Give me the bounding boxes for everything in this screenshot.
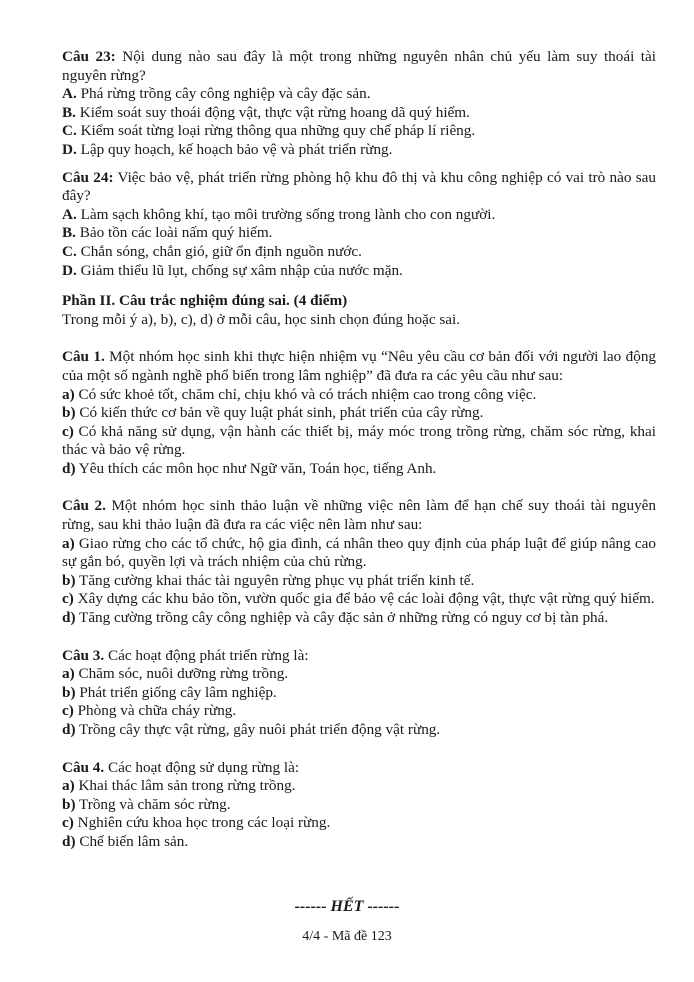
question-text: Các hoạt động phát triển rừng là: <box>104 646 309 664</box>
statement-text: Chăm sóc, nuôi dưỡng rừng trồng. <box>74 665 289 683</box>
statement-letter: a) <box>62 385 75 403</box>
section-title: Phần II. Câu trắc nghiệm đúng sai. (4 điểm) <box>62 292 348 310</box>
section-2-header <box>62 292 656 329</box>
option-c <box>62 243 656 262</box>
statement-letter: b) <box>62 683 76 701</box>
option-d <box>62 141 656 160</box>
option-b <box>62 224 656 243</box>
tf-question-1 <box>62 348 656 478</box>
statement-b <box>62 404 656 423</box>
question-stem <box>62 647 656 666</box>
question-text: Nội dung nào sau đây là một trong những nguyên nhân chủ yếu làm suy thoái tài nguyên rừng? <box>62 48 656 84</box>
option-letter: A. <box>62 85 77 103</box>
option-letter: C. <box>62 242 77 260</box>
statement-letter: d) <box>62 459 76 477</box>
option-letter: D. <box>62 261 77 279</box>
statement-a <box>62 386 656 405</box>
option-b <box>62 104 656 123</box>
option-text: Kiểm soát từng loại rừng thông qua những quy chế pháp lí riêng. <box>76 122 476 140</box>
statement-text: Giao rừng cho các tổ chức, hộ gia đình, cá nhân theo quy định của pháp luật để giúp nâng cao sự gắn bó, quyền lợi và trách nhiệm của chủ rừng. <box>62 534 656 571</box>
question-number: Câu 23: <box>62 48 116 65</box>
option-text: Giảm thiểu lũ lụt, chống sự xâm nhập của nước mặn. <box>76 261 403 279</box>
question-number: Câu 2. <box>62 497 106 515</box>
statement-letter: d) <box>62 609 76 627</box>
question-stem <box>62 497 656 534</box>
statement-text: Có kiến thức cơ bản về quy luật phát sinh, phát triển của cây rừng. <box>75 404 484 422</box>
option-letter: D. <box>62 140 77 158</box>
statement-text: Tăng cường trồng cây công nghiệp và cây đặc sản ở những rừng có nguy cơ bị tàn phá. <box>75 609 609 627</box>
question-number: Câu 1. <box>62 348 105 366</box>
statement-text: Nghiên cứu khoa học trong các loại rừng. <box>73 814 331 832</box>
option-letter: B. <box>62 224 76 242</box>
statement-d <box>62 833 656 852</box>
statement-b <box>62 572 656 591</box>
statement-letter: c) <box>62 590 74 608</box>
statement-d <box>62 609 656 628</box>
option-text: Bảo tồn các loài nấm quý hiếm. <box>75 224 273 242</box>
question-number: Câu 4. <box>62 758 105 776</box>
statement-text: Phòng và chữa cháy rừng. <box>73 702 237 720</box>
statement-c <box>62 814 656 833</box>
option-letter: C. <box>62 122 77 140</box>
statement-text: Có khả năng sử dụng, vận hành các thiết bị, máy móc trong trồng rừng, chăm sóc rừng, khai thác và bảo vệ rừng. <box>62 422 656 459</box>
question-23 <box>62 48 656 160</box>
option-letter: B. <box>62 103 76 121</box>
question-text: Một nhóm học sinh thảo luận về những việc nên làm để hạn chế suy thoái tài nguyên rừng, sau khi thảo luận đã đưa ra các việc nên làm như sau: <box>62 497 656 534</box>
statement-a <box>62 665 656 684</box>
statement-c <box>62 590 656 609</box>
statement-text: Trồng cây thực vật rừng, gây nuôi phát triển động vật rừng. <box>75 721 441 738</box>
statement-text: Yêu thích các môn học như Ngữ văn, Toán học, tiếng Anh. <box>75 459 437 477</box>
statement-b <box>62 684 656 703</box>
option-text: Chắn sóng, chắn gió, giữ ổn định nguồn nước. <box>76 242 362 260</box>
question-number: Câu 3. <box>62 646 105 664</box>
statement-text: Trồng và chăm sóc rừng. <box>75 795 231 813</box>
question-number: Câu 24: <box>62 168 114 186</box>
statement-d <box>62 721 656 740</box>
question-text: Một nhóm học sinh khi thực hiện nhiệm vụ “Nêu yêu cầu cơ bản đối với người lao động của một số ngành nghề phổ biến trong lâm nghiệp” đã đưa ra các yêu cầu như sau: <box>62 348 657 384</box>
option-a <box>62 85 656 104</box>
option-text: Phá rừng trồng cây công nghiệp và cây đặc sản. <box>76 85 371 103</box>
statement-letter: b) <box>62 571 76 589</box>
tf-question-3 <box>62 647 656 740</box>
statement-text: Tăng cường khai thác tài nguyên rừng phục vụ phát triển kinh tế. <box>75 571 475 589</box>
section-instruction: Trong mỗi ý a), b), c), d) ở mỗi câu, học sinh chọn đúng hoặc sai. <box>62 310 461 328</box>
statement-a <box>62 777 656 796</box>
statement-a <box>62 535 656 572</box>
option-c <box>62 122 656 141</box>
page-number: 4/4 - Mã đề 123 <box>302 929 392 944</box>
option-a <box>62 206 656 225</box>
question-stem <box>62 759 656 778</box>
statement-letter: a) <box>62 534 75 552</box>
exam-content <box>62 48 656 861</box>
statement-text: Xây dựng các khu bảo tồn, vườn quốc gia để bảo vệ các loài động vật, thực vật rừng quý hiếm. <box>73 590 655 608</box>
option-letter: A. <box>62 205 77 223</box>
statement-b <box>62 796 656 815</box>
statement-letter: a) <box>62 665 75 683</box>
statement-text: Khai thác lâm sản trong rừng trồng. <box>74 777 296 795</box>
statement-d <box>62 460 656 479</box>
statement-text: Phát triển giống cây lâm nghiệp. <box>75 683 277 701</box>
statement-letter: c) <box>62 814 74 832</box>
statement-letter: c) <box>62 702 74 720</box>
question-24 <box>62 169 656 281</box>
statement-letter: a) <box>62 777 75 795</box>
statement-letter: d) <box>62 721 76 738</box>
statement-text: Có sức khoẻ tốt, chăm chỉ, chịu khó và có trách nhiệm cao trong công việc. <box>74 385 537 403</box>
option-text: Lập quy hoạch, kế hoạch bảo vệ và phát triển rừng. <box>76 140 393 158</box>
statement-c <box>62 423 656 460</box>
end-marker: ------ HẾT ------ <box>294 898 400 915</box>
option-text: Làm sạch không khí, tạo môi trường sống trong lành cho con người. <box>76 205 496 223</box>
statement-letter: b) <box>62 795 76 813</box>
question-stem <box>62 169 656 206</box>
tf-question-2 <box>62 497 656 627</box>
statement-letter: b) <box>62 404 76 422</box>
question-stem <box>62 48 656 85</box>
question-text: Các hoạt động sử dụng rừng là: <box>104 758 300 776</box>
question-text: Việc bảo vệ, phát triển rừng phòng hộ khu đô thị và khu công nghiệp có vai trò nào sau đây? <box>62 168 656 205</box>
option-d <box>62 262 656 281</box>
statement-letter: c) <box>62 422 74 440</box>
question-stem <box>62 348 656 385</box>
tf-question-4 <box>62 759 656 852</box>
option-text: Kiểm soát suy thoái động vật, thực vật rừng hoang dã quý hiếm. <box>75 103 470 121</box>
statement-text: Chế biến lâm sản. <box>75 832 189 850</box>
statement-letter: d) <box>62 832 76 850</box>
statement-c <box>62 702 656 721</box>
